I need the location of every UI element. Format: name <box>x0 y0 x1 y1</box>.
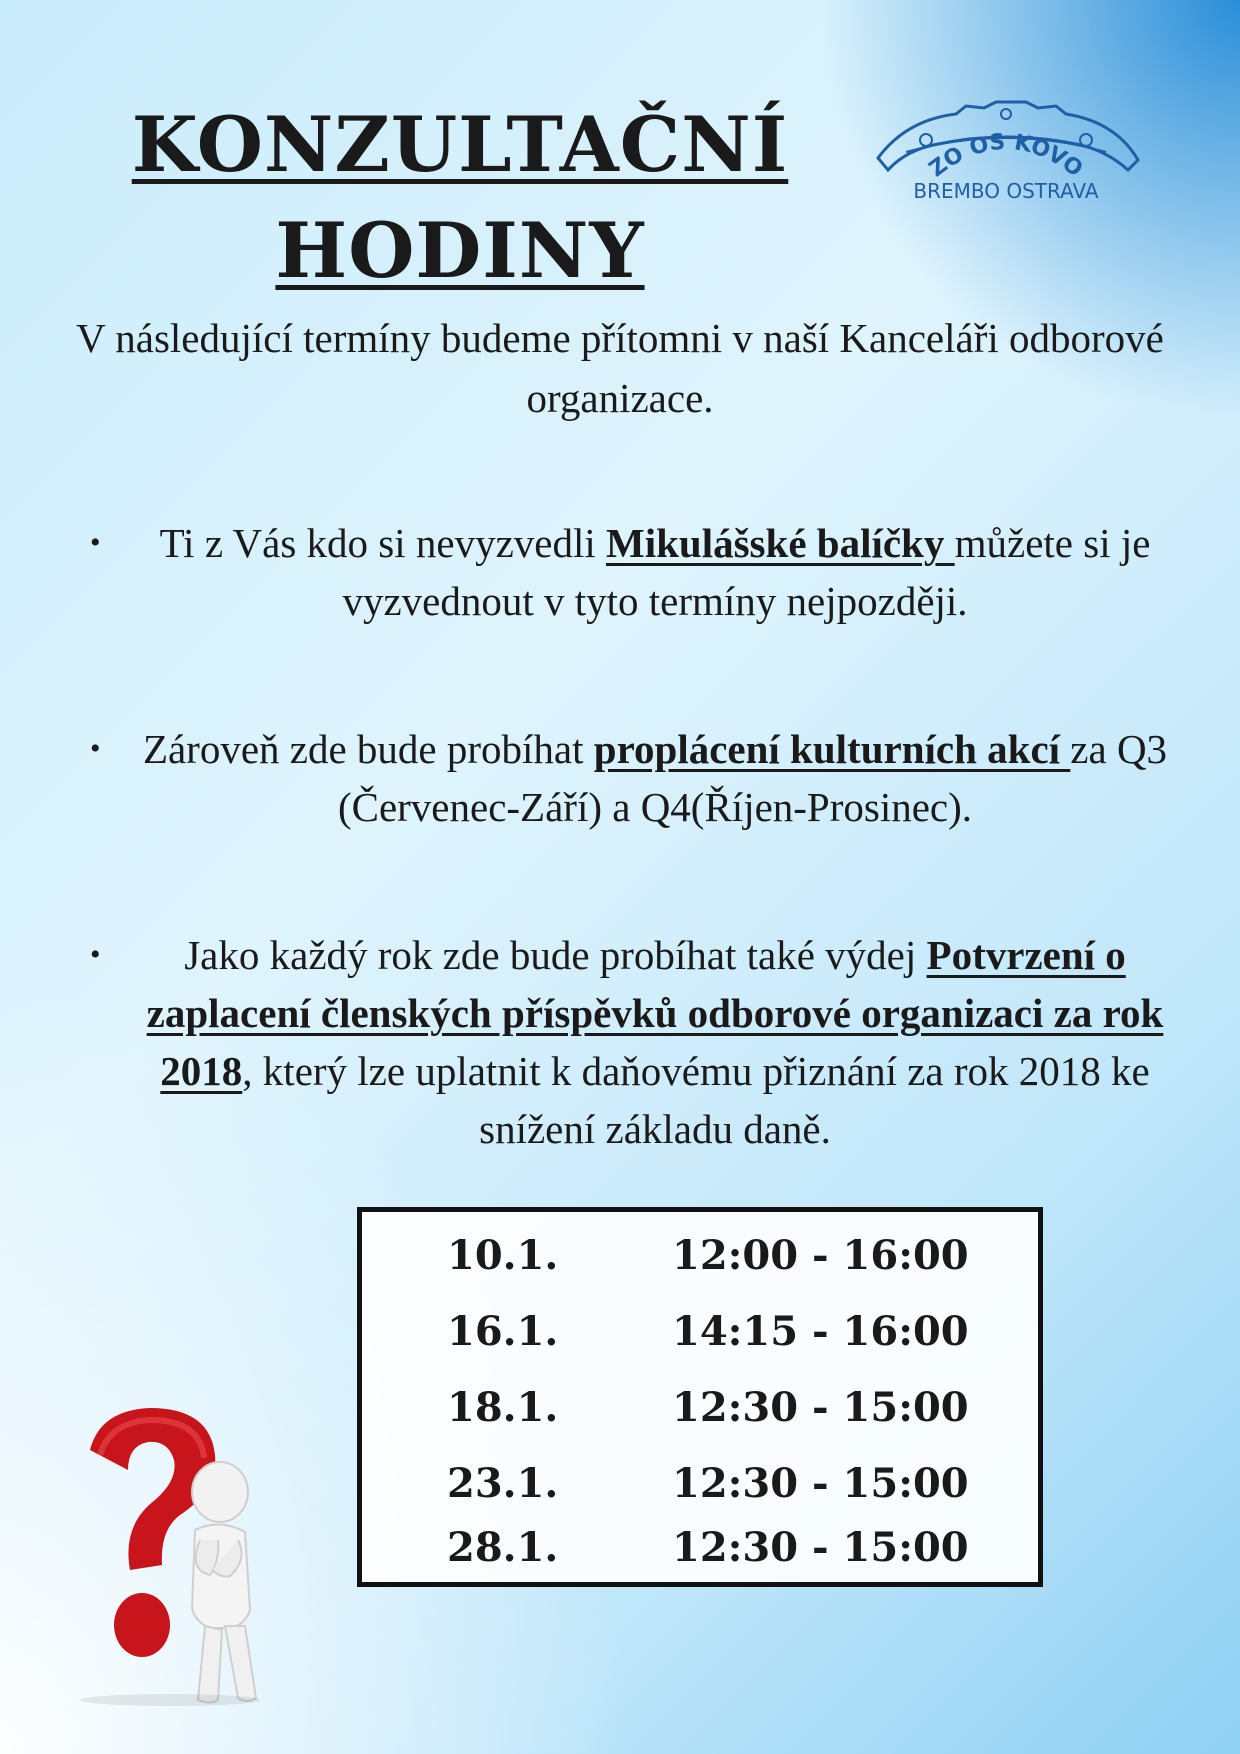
bullet-3-highlight: Potvrzení o zaplacení členských příspěvků odborové organizaci za rok 2018 <box>146 932 1164 1094</box>
bullet-2-text: Zároveň zde bude probíhat <box>142 726 594 772</box>
schedule-time: 12:30 - 15:00 <box>672 1524 969 1571</box>
schedule-row <box>362 1370 1038 1446</box>
schedule-row <box>362 1510 1038 1586</box>
page-title <box>120 92 800 304</box>
schedule-time: 12:00 - 16:00 <box>672 1232 969 1279</box>
bullet-dot-icon: • <box>90 526 101 559</box>
bullet-list <box>80 514 1170 1248</box>
zo-os-kovo-logo <box>866 100 1146 220</box>
schedule-row <box>362 1294 1038 1370</box>
bullet-dot-icon: • <box>90 732 101 765</box>
bullet-3-rest: , který lze uplatnit k daňovému přiznání za rok 2018 ke snížení základu daně. <box>242 1048 1150 1152</box>
schedule-date: 23.1. <box>447 1460 559 1507</box>
schedule-date: 16.1. <box>447 1308 559 1355</box>
logo-bottom-text: BREMBO OSTRAVA <box>913 179 1099 203</box>
schedule-date: 18.1. <box>447 1384 559 1431</box>
bullet-1-text: Ti z Vás kdo si nevyzvedli <box>159 520 607 566</box>
title-line-2: HODINY <box>275 206 645 295</box>
schedule-date: 10.1. <box>447 1232 559 1279</box>
schedule-date: 28.1. <box>447 1524 559 1571</box>
bullet-3-text: Jako každý rok zde bude probíhat také výdej <box>184 932 927 978</box>
question-mark-thinking-person-icon <box>70 1400 270 1710</box>
bullet-item-3 <box>80 926 1170 1158</box>
bullet-1-highlight: Mikulášské balíčky <box>606 520 955 566</box>
intro-text: V následující termíny budeme přítomni v naší Kanceláři odborové organizace. <box>76 315 1164 421</box>
bullet-2-rest: za Q3 (Červenec-Září) a Q4(Říjen-Prosinec). <box>337 726 1168 830</box>
schedule-time: 12:30 - 15:00 <box>672 1384 969 1431</box>
schedule-time: 14:15 - 16:00 <box>672 1308 969 1355</box>
schedule-time: 12:30 - 15:00 <box>672 1460 969 1507</box>
bullet-item-2 <box>80 720 1170 836</box>
schedule-table <box>357 1207 1043 1587</box>
bullet-1-rest: můžete si je vyzvednout v tyto termíny nejpozději. <box>342 520 1151 624</box>
bullet-item-1 <box>80 514 1170 630</box>
schedule-row <box>362 1218 1038 1294</box>
title-line-1: KONZULTAČNÍ <box>131 100 789 189</box>
bullet-2-highlight: proplácení kulturních akcí <box>593 726 1071 772</box>
bullet-dot-icon: • <box>90 938 101 971</box>
logo-top-text: ZO OS KOVO <box>924 129 1088 183</box>
